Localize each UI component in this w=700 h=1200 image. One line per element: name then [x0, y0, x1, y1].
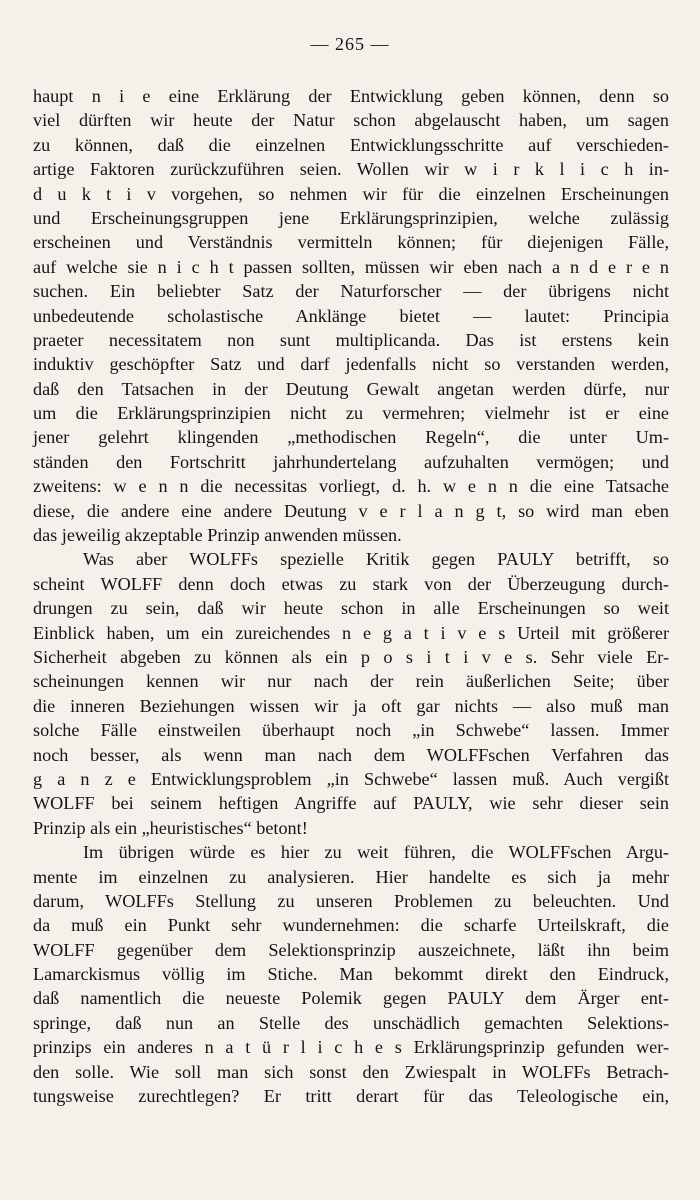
- text-line: Einblick haben, um ein zureichendes n e g a t i v e s Urteil mit größerer: [33, 622, 669, 643]
- text-line: WOLFF bei seinem heftigen Angriffe auf PAULY, wie sehr dieser sein: [33, 793, 669, 814]
- text-line: viel dürften wir heute der Natur schon abgelauscht haben, um sagen: [33, 110, 669, 131]
- text-line: um die Erklärungsprinzipien nicht zu vermehren; vielmehr ist er eine: [33, 403, 669, 424]
- text-line: tungsweise zurechtlegen? Er tritt derart für das Teleologische ein,: [33, 1086, 669, 1107]
- body-text: [33, 84, 669, 1108]
- text-line: solche Fälle einstweilen überhaupt noch „in Schwebe“ lassen. Immer: [33, 720, 669, 741]
- text-line: ständen den Fortschritt jahrhundertelang aufzuhalten vermögen; und: [33, 451, 669, 472]
- text-line: zu können, daß die einzelnen Entwicklungsschritte auf verschieden-: [33, 134, 669, 155]
- text-line: zweitens: w e n n die necessitas vorliegt, d. h. w e n n die eine Tatsache: [33, 476, 669, 497]
- text-line: unbedeutende scholastische Anklänge bietet — lautet: Principia: [33, 305, 669, 326]
- text-line: scheinungen kennen wir nur nach der rein äußerlichen Seite; über: [33, 671, 669, 692]
- text-line: Lamarckismus völlig im Stiche. Man bekommt direkt den Eindruck,: [33, 964, 669, 985]
- text-line: Prinzip als ein „heuristisches“ betont!: [33, 817, 308, 838]
- text-line: induktiv geschöpfter Satz und darf jedenfalls nicht so verstanden werden,: [33, 354, 669, 375]
- text-line: d u k t i v vorgehen, so nehmen wir für die einzelnen Erscheinungen: [33, 183, 669, 204]
- text-line: scheint WOLFF denn doch etwas zu stark von der Überzeugung durch-: [33, 573, 669, 594]
- page-number: — 265 —: [310, 34, 390, 54]
- text-line: mente im einzelnen zu analysieren. Hier handelte es sich ja mehr: [33, 866, 669, 887]
- text-line: den solle. Wie soll man sich sonst den Zwiespalt in WOLFFs Betrach-: [33, 1061, 669, 1082]
- text-line: praeter necessitatem non sunt multiplicanda. Das ist erstens kein: [33, 329, 669, 350]
- text-line: artige Faktoren zurückzuführen seien. Wollen wir w i r k l i c h in-: [33, 159, 669, 180]
- text-line: jener gelehrt klingenden „methodischen Regeln“, die unter Um-: [33, 427, 669, 448]
- text-line: das jeweilig akzeptable Prinzip anwenden müssen.: [33, 525, 402, 546]
- text-line: daß namentlich die neueste Polemik gegen PAULY dem Ärger ent-: [33, 988, 669, 1009]
- text-line: daß den Tatsachen in der Deutung Gewalt angetan werden dürfe, nur: [33, 378, 669, 399]
- text-line: WOLFF gegenüber dem Selektionsprinzip auszeichnete, läßt ihn beim: [33, 939, 669, 960]
- text-line: und Erscheinungsgruppen jene Erklärungsprinzipien, welche zulässig: [33, 207, 669, 228]
- text-line: auf welche sie n i c h t passen sollten, müssen wir eben nach a n d e r e n: [33, 256, 669, 277]
- text-line: g a n z e Entwicklungsproblem „in Schwebe“ lassen muß. Auch vergißt: [33, 768, 669, 789]
- text-line: erscheinen und Verständnis vermitteln können; für diejenigen Fälle,: [33, 232, 669, 253]
- text-line: darum, WOLFFs Stellung zu unseren Problemen zu beleuchten. Und: [33, 890, 669, 911]
- text-line: prinzips ein anderes n a t ü r l i c h e s Erklärungsprinzip gefunden wer-: [33, 1037, 669, 1058]
- text-line: Sicherheit abgeben zu können als ein p o s i t i v e s. Sehr viele Er-: [33, 646, 669, 667]
- text-line: die inneren Beziehungen wissen wir ja oft gar nichts — also muß man: [33, 695, 669, 716]
- text-line: haupt n i e eine Erklärung der Entwicklung geben können, denn so: [33, 86, 669, 106]
- text-line: da muß ein Punkt sehr wundernehmen: die scharfe Urteilskraft, die: [33, 915, 669, 936]
- text-line: noch besser, als wenn man nach dem WOLFFschen Verfahren das: [33, 744, 669, 765]
- text-line: Im übrigen würde es hier zu weit führen, die WOLFFschen Argu-: [83, 842, 669, 863]
- text-line: suchen. Ein beliebter Satz der Naturforscher — der übrigens nicht: [33, 281, 669, 302]
- text-line: diese, die andere eine andere Deutung v e r l a n g t, so wird man eben: [33, 500, 669, 521]
- text-line: Was aber WOLFFs spezielle Kritik gegen PAULY betrifft, so: [83, 549, 669, 570]
- text-line: springe, daß nun an Stelle des unschädlich gemachten Selektions-: [33, 1012, 669, 1033]
- text-line: drungen zu sein, daß wir heute schon in alle Erscheinungen so weit: [33, 598, 669, 619]
